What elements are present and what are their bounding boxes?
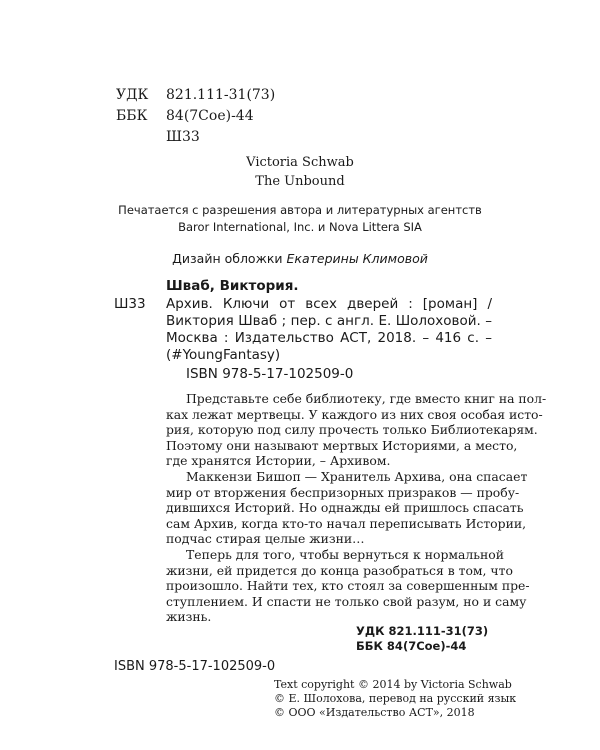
record-isbn: ISBN 978-5-17-102509-0	[186, 366, 354, 382]
copyright-line-3: © ООО «Издательство АСТ», 2018	[274, 706, 475, 719]
copyright-line-2: © Е. Шолохова, перевод на русский язык	[274, 692, 517, 705]
cover-design-credit	[0, 251, 600, 266]
bbk-code	[116, 106, 254, 127]
annotation-line: сам Архив, когда кто-то начал переписывать Истории,	[166, 515, 527, 531]
udk-code-bottom: УДК 821.111-31(73)	[356, 624, 489, 638]
record-heading: Шваб, Виктория.	[166, 278, 299, 294]
annotation-line: произошло. Найти тех, кто стоял за совершенным пре-	[166, 578, 530, 593]
original-author: Victoria Schwab	[246, 155, 354, 170]
record-line: Москва : Издательство АСТ, 2018. – 416 с. –	[166, 330, 492, 346]
bbk-code-bottom: ББК 84(7Сое)-44	[356, 639, 467, 653]
annotation-line: мир от вторжения беспризорных призраков — пробу-	[166, 484, 520, 500]
record-line: (#YoungFantasy)	[166, 347, 281, 363]
annotation-line: жизни, ей придется до конца разобраться в том, что	[166, 562, 513, 578]
copyright-line-1: Text copyright © 2014 by Victoria Schwab	[274, 678, 512, 691]
record-description	[166, 296, 492, 364]
isbn-bottom: ISBN 978-5-17-102509-0	[114, 659, 276, 674]
annotation-line: ках лежат мертвецы. У каждого из них своя особая исто-	[166, 406, 543, 422]
annotation-line: Представьте себе библиотеку, где вместо книг на пол-	[186, 391, 547, 406]
annotation-line: рия, которую под силу прочесть только Библиотекарям.	[166, 422, 538, 437]
cover-designer-name: Екатерины Климовой	[286, 251, 428, 266]
author-mark-record: Ш33	[114, 296, 146, 312]
udk-label: УДК	[116, 87, 149, 103]
permission-line-1: Печатается с разрешения автора и литературных агентств	[118, 203, 482, 217]
annotation-line: подчас стирая целые жизни…	[166, 531, 365, 546]
annotation-line: Поэтому они называют мертвых Историями, а место,	[166, 437, 518, 453]
annotation-line: где хранятся Истории, – Архивом.	[166, 453, 391, 468]
annotation-line: Маккензи Бишоп — Хранитель Архива, она спасает	[186, 469, 528, 484]
author-mark-top: Ш33	[166, 129, 200, 145]
record-line: Архив. Ключи от всех дверей : [роман] /	[166, 296, 492, 312]
bbk-value: 84(7Сое)-44	[166, 108, 254, 124]
bbk-label: ББК	[116, 108, 148, 124]
udk-code	[116, 85, 275, 106]
annotation-paragraph-3	[166, 547, 530, 625]
annotation-line: жизнь.	[166, 609, 212, 624]
annotation-paragraph-1	[166, 391, 547, 469]
record-line: Виктория Шваб ; пер. с англ. Е. Шолоховой. –	[166, 313, 492, 329]
annotation-line: ступлением. И спасти не только свой разум, но и саму	[166, 593, 527, 609]
udk-value: 821.111-31(73)	[166, 87, 276, 103]
cover-design-prefix: Дизайн обложки	[172, 251, 283, 266]
annotation-line: дившихся Историй. Но однажды ей пришлось спасать	[166, 500, 524, 515]
original-title: The Unbound	[255, 174, 345, 189]
annotation-paragraph-2	[166, 469, 528, 547]
permission-line-2: Baror International, Inc. и Nova Littera SIA	[178, 220, 422, 234]
annotation-line: Теперь для того, чтобы вернуться к нормальной	[186, 547, 505, 562]
